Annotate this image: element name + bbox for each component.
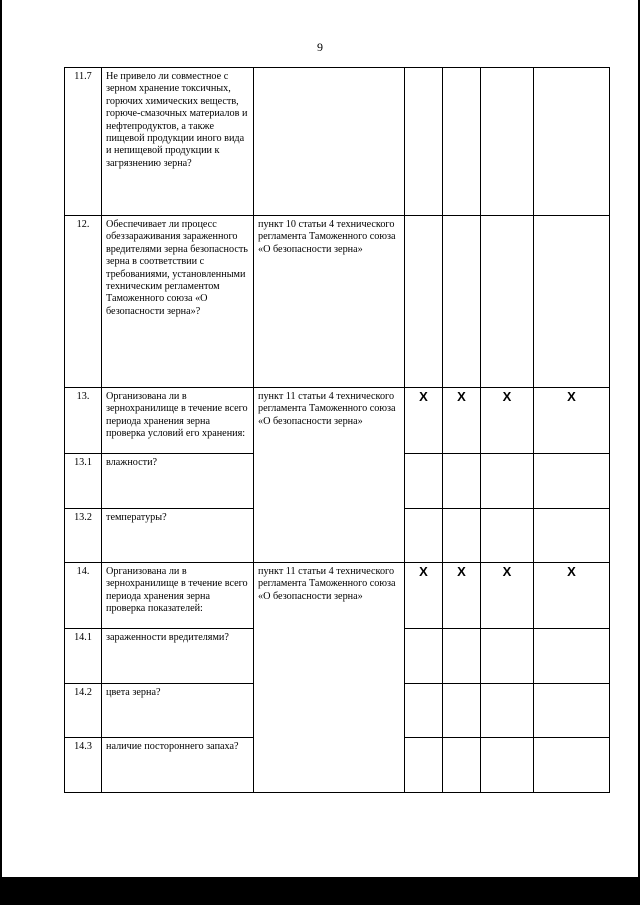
table-row <box>65 388 610 454</box>
answer-cell-no <box>443 738 481 793</box>
question-text: Организована ли в зернохранилище в течение всего периода хранения зерна проверка условий его хранения: <box>102 388 254 454</box>
x-mark: X <box>443 563 481 629</box>
row-number: 14.2 <box>65 684 102 738</box>
answer-cell-no <box>443 629 481 684</box>
answer-cell-yes <box>405 454 443 509</box>
answer-cell-not-applicable <box>481 68 534 216</box>
x-mark: X <box>443 388 481 454</box>
row-number: 13.2 <box>65 509 102 563</box>
question-text: цвета зерна? <box>102 684 254 738</box>
checklist-table <box>64 67 610 793</box>
x-mark: X <box>534 388 610 454</box>
question-text: наличие постороннего запаха? <box>102 738 254 793</box>
answer-cell-note <box>534 68 610 216</box>
row-number: 12. <box>65 216 102 388</box>
answer-cell-yes <box>405 509 443 563</box>
question-text: температуры? <box>102 509 254 563</box>
requirement-text: пункт 10 статьи 4 технического регламента Таможенного союза «О безопасности зерна» <box>254 216 405 388</box>
question-text: влажности? <box>102 454 254 509</box>
answer-cell-note <box>534 216 610 388</box>
row-number: 13. <box>65 388 102 454</box>
answer-cell-yes <box>405 68 443 216</box>
answer-cell-note <box>534 454 610 509</box>
row-number: 11.7 <box>65 68 102 216</box>
answer-cell-no <box>443 68 481 216</box>
answer-cell-note <box>534 738 610 793</box>
answer-cell-no <box>443 509 481 563</box>
answer-cell-no <box>443 684 481 738</box>
requirement-text <box>254 68 405 216</box>
x-mark: X <box>481 388 534 454</box>
row-number: 13.1 <box>65 454 102 509</box>
answer-cell-note <box>534 509 610 563</box>
answer-cell-yes <box>405 216 443 388</box>
scan-bottom-border <box>0 877 640 905</box>
answer-cell-not-applicable <box>481 684 534 738</box>
answer-cell-yes <box>405 684 443 738</box>
answer-cell-note <box>534 629 610 684</box>
table-row <box>65 563 610 629</box>
question-text: Не привело ли совместное с зерном хранение токсичных, горючих химических веществ, горюче-смазочных материалов и нефтепродуктов, а также пищевой продукции иного вида и непищевой продукции к загрязнению зерна? <box>102 68 254 216</box>
answer-cell-yes <box>405 738 443 793</box>
question-text: зараженности вредителями? <box>102 629 254 684</box>
row-number: 14.3 <box>65 738 102 793</box>
question-text: Обеспечивает ли процесс обеззараживания зараженного вредителями зерна безопасность зерна в соответствии с требованиями, установленными техническим регламентом Таможенного союза «О безопасности зерна»? <box>102 216 254 388</box>
x-mark: X <box>534 563 610 629</box>
answer-cell-not-applicable <box>481 509 534 563</box>
answer-cell-no <box>443 216 481 388</box>
answer-cell-not-applicable <box>481 738 534 793</box>
requirement-text: пункт 11 статьи 4 технического регламента Таможенного союза «О безопасности зерна» <box>254 388 405 563</box>
answer-cell-not-applicable <box>481 216 534 388</box>
table-row <box>65 216 610 388</box>
answer-cell-note <box>534 684 610 738</box>
x-mark: X <box>481 563 534 629</box>
answer-cell-not-applicable <box>481 454 534 509</box>
requirement-text: пункт 11 статьи 4 технического регламента Таможенного союза «О безопасности зерна» <box>254 563 405 793</box>
answer-cell-no <box>443 454 481 509</box>
table-row <box>65 68 610 216</box>
row-number: 14. <box>65 563 102 629</box>
question-text: Организована ли в зернохранилище в течение всего периода хранения зерна проверка показателей: <box>102 563 254 629</box>
page-number: 9 <box>317 40 323 54</box>
answer-cell-not-applicable <box>481 629 534 684</box>
x-mark: X <box>405 388 443 454</box>
x-mark: X <box>405 563 443 629</box>
answer-cell-yes <box>405 629 443 684</box>
row-number: 14.1 <box>65 629 102 684</box>
